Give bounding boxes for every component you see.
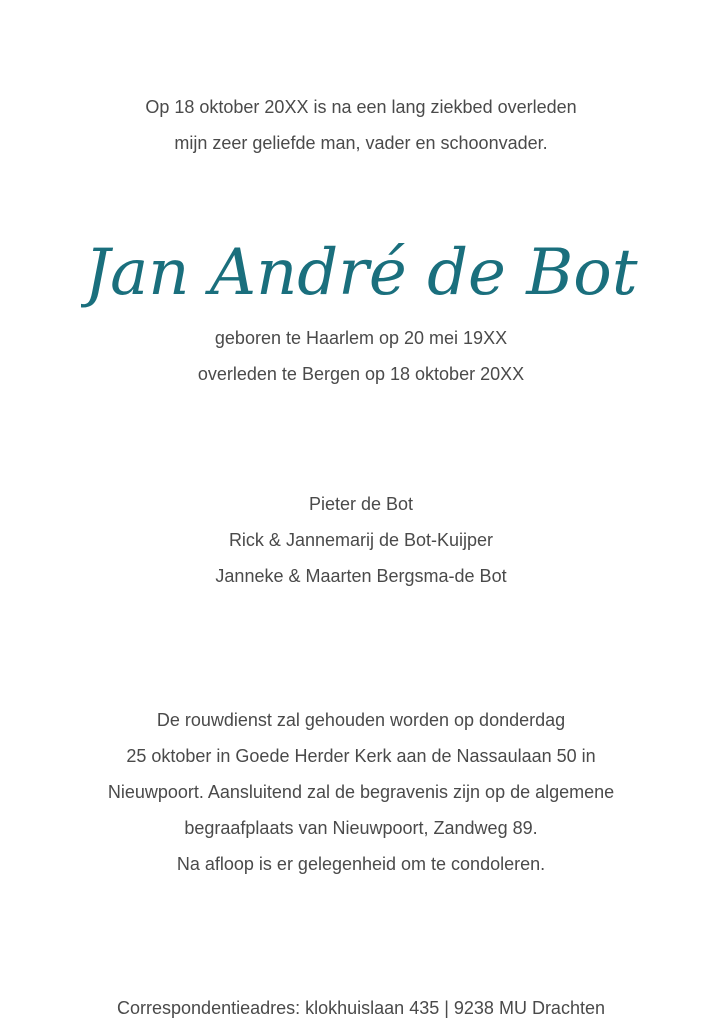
service-line: De rouwdienst zal gehouden worden op donderdag bbox=[156, 710, 566, 730]
family-member: Pieter de Bot bbox=[308, 494, 414, 514]
intro-line: Op 18 oktober 20XX is na een lang ziekbed overleden bbox=[145, 97, 577, 117]
family-member: Rick & Jannemarij de Bot-Kuijper bbox=[228, 530, 494, 550]
service-line: Nieuwpoort. Aansluitend zal de begravenis zijn op de algemene bbox=[107, 782, 615, 802]
deceased-name-text: Jan André de Bot bbox=[84, 236, 638, 310]
family-member: Janneke & Maarten Bergsma-de Bot bbox=[215, 566, 507, 586]
deceased-name-svg bbox=[81, 228, 641, 318]
deceased-name bbox=[0, 228, 722, 318]
correspondence-address: Correspondentieadres: klokhuislaan 435 | 9238 MU Drachten bbox=[117, 998, 605, 1018]
service-line: Na afloop is er gelegenheid om te condoleren. bbox=[176, 854, 546, 874]
intro-line: mijn zeer geliefde man, vader en schoonvader. bbox=[174, 133, 548, 153]
birth-line: geboren te Haarlem op 20 mei 19XX bbox=[214, 328, 508, 348]
service-line: 25 oktober in Goede Herder Kerk aan de Nassaulaan 50 in bbox=[126, 746, 596, 766]
service-line: begraafplaats van Nieuwpoort, Zandweg 89. bbox=[184, 818, 538, 838]
death-line: overleden te Bergen op 18 oktober 20XX bbox=[197, 364, 525, 384]
